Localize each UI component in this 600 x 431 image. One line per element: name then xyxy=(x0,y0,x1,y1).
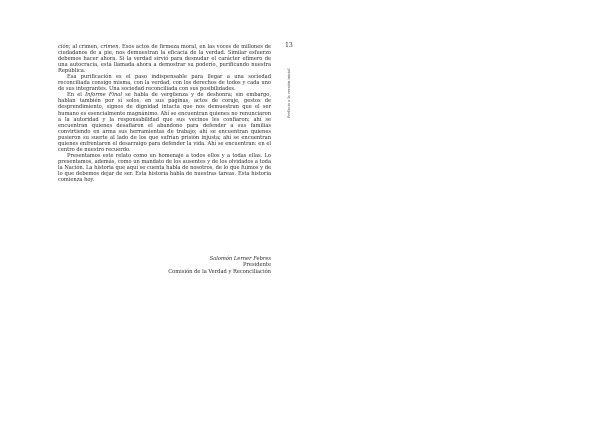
italic-word: crimen xyxy=(100,44,119,50)
page-number: 13 xyxy=(285,42,293,49)
paragraph-3 xyxy=(58,92,271,152)
body-text xyxy=(58,44,271,183)
italic-word: ción xyxy=(58,44,69,50)
paragraph-1 xyxy=(58,44,271,74)
text-run: ; al crimen, xyxy=(68,44,101,50)
report-title: Informe Final xyxy=(85,92,122,99)
running-head: Prefacio a la versión inicial xyxy=(287,68,291,118)
signatory-title: Presidente xyxy=(243,262,271,269)
signatory-organization: Comisión de la Verdad y Reconciliación xyxy=(168,268,271,275)
text-run: se habla de vergüenza y de deshonra; sin embargo, hablan también por sí solos, en sus páginas, actos de coraje, gestos de desprendimiento, signos de dignidad intacta que nos demuestran que el ser humano es esencialmente magnánimo. Ahí se encuentran quienes no renunciaron a la autoridad y la responsabilidad que sus vecinos les confiaron; ahí se encuentran quienes desafiaron el abandono para defender a sus familias convirtiendo en arma sus herramientas de trabajo; ahí se encuentran quienes pusieron su suerte al lado de los que sufrían prisión injusta; ahí se encuentran quienes enfrentaron el desarraigo para defender la vida. Ahí se encuentran: en el centro de nuestro recuerdo. xyxy=(58,92,271,153)
paragraph-4: Presentamos este relato como un homenaje a todos ellos y a todas ellas. Lo presentamos, además, como un mandato de los ausentes y de los olvidados a toda la Nación. La historia que aquí se cuenta habla de nosotros, de lo que fuimos y de lo que debemos dejar de ser. Esta historia habla de nuestras tareas. Esta historia comienza hoy. xyxy=(58,152,271,184)
text-run: En el xyxy=(67,92,86,99)
text-run: . Esos actos de firmeza moral, en las voces de millones de ciudadanos de a pie, nos demuestran la eficacia de la verdad. Similar esfuerzo debemos hacer ahora. Si la verdad sirvió para desnudar el carácter efímero de una autocracia, está llamada ahora a demostrar su poderío, purificando nuestra República. xyxy=(58,44,271,75)
signature-block xyxy=(120,256,271,275)
signatory-name: Salomón Lerner Febres xyxy=(209,256,271,262)
paragraph-2: Esa purificación es el paso indispensable para llegar a una sociedad reconciliada consigo misma, con la verdad, con los derechos de todos y cada uno de sus integrantes. Una sociedad reconciliada con sus posibilidades. xyxy=(58,74,271,93)
